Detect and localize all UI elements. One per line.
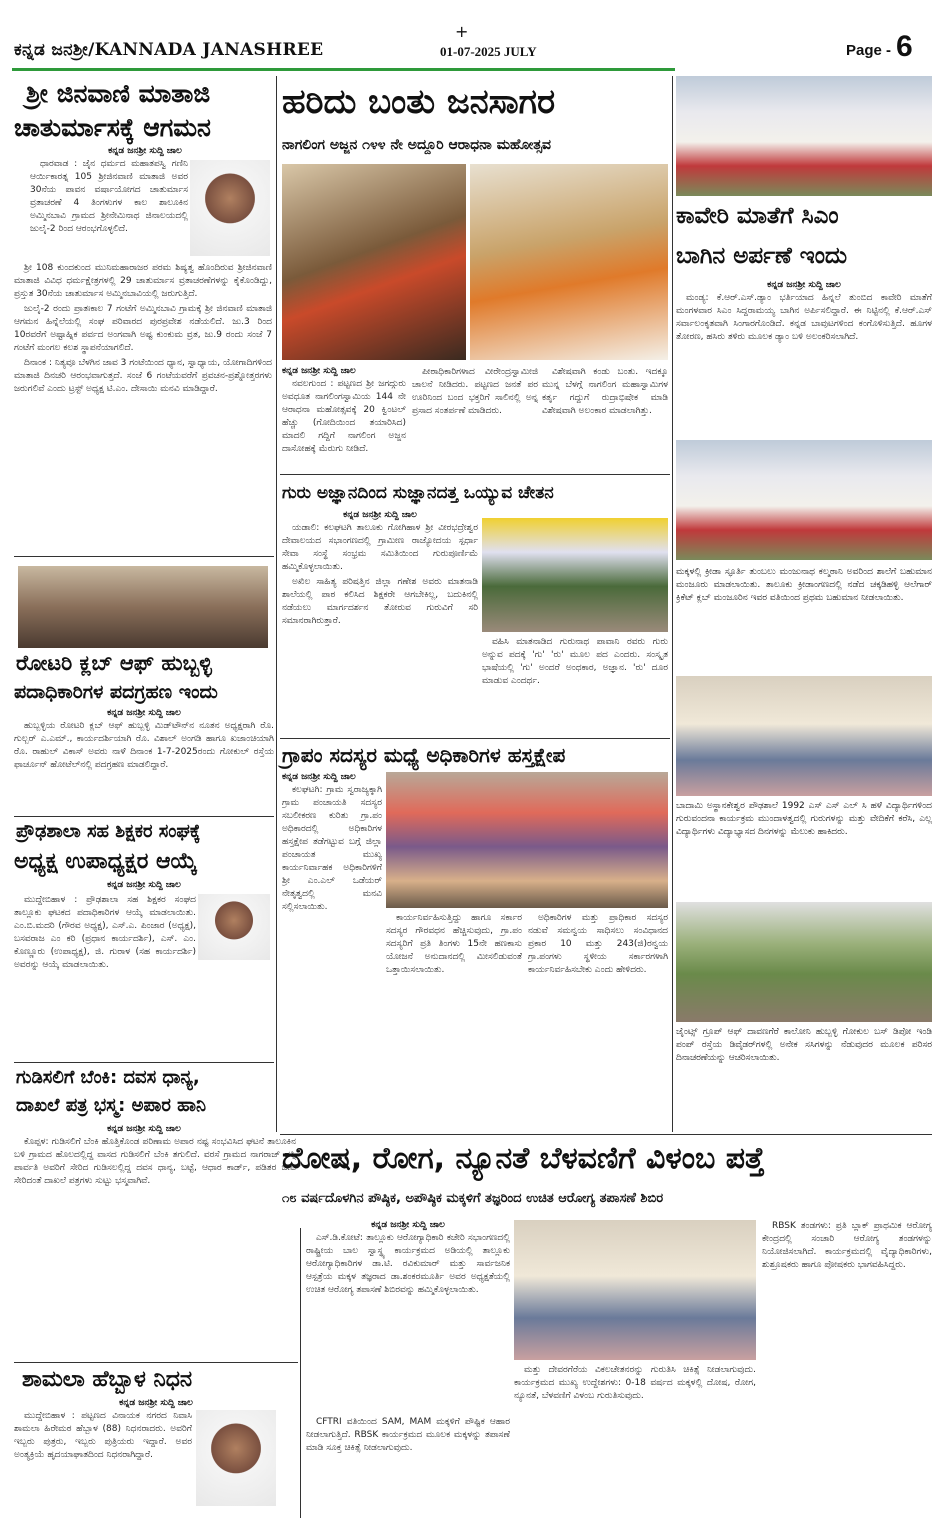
dosha-body-2: CFTRI ವತಿಯಿಂದ SAM, MAM ಮಕ್ಕಳಿಗೆ ಪೌಷ್ಟಿಕ ಆಹಾರ ನೀಡಲಾಗುತ್ತಿದೆ. RBSK ಕಾರ್ಯಕ್ರಮದ ಮೂಲಕ ಮಕ್ಕಳನ್ನು ತಪಾಸಣೆ ಮಾಡಿ ಸೂಕ್ತ ಚಿಕಿತ್ಸೆ ನೀಡಲಾಗುವುದು. xyxy=(306,1417,510,1454)
dosha-body-4: RBSK ತಂಡಗಳು: ಪ್ರತಿ ಬ್ಲಾಕ್ ಪ್ರಾಥಮಿಕ ಆರೋಗ್ಯ ಕೇಂದ್ರದಲ್ಲಿ ಸಂಚಾರಿ ಆರೋಗ್ಯ ತಂಡಗಳನ್ನು ನಿಯೋಜಿಸಲಾಗಿದೆ. ಕಾರ್ಯಕ್ರಮದಲ್ಲಿ ವೈದ್ಯಾಧಿಕಾರಿಗಳು, ಶುಶ್ರೂಷಕರು ಹಾಗೂ ಪೋಷಕರು ಭಾಗವಹಿಸಿದ್ದರು. xyxy=(762,1221,932,1271)
fire-byline: ಕನ್ನಡ ಜನಶ್ರೀ ಸುದ್ದಿ ಜಾಲ xyxy=(107,1124,181,1134)
cauvery-caption: ಮಕ್ಕಳಲ್ಲಿ ಕ್ರೀಡಾ ಸ್ಫೂರ್ತಿ ತುಂಬಲು ಮಂಜುನಾಥ ಕಲ್ಮಠಾನಿ ಅವರಿಂದ ಶಾಲೆಗೆ ಬಹುಮಾನ ಮಂಜೂರು ಮಾಡಲಾಯಿತು. ತಾಲೂಕು ಕ್ರೀಡಾಂಗಣದಲ್ಲಿ ನಡೆದ ಚಕ್ಕಡಿಹಳ್ಳಿ ಆಲೆಗಾರ್ ಕ್ರಿಕೆಟ್ ಕ್ಲಬ್ ಮಂಜೂರಿನ ಇವರ ವತಿಯಿಂದ ಪ್ರಥಮ ಬಹುಮಾನ ನೀಡಲಾಯಿತು. xyxy=(676,567,932,604)
harinder-body-1: ನವಲಗುಂದ : ಪಟ್ಟಣದ ಶ್ರೀ ಜಗದ್ಗುರು ಅವಧೂತ ನಾಗಲಿಂಗಸ್ವಾಮಿಯ 144 ನೇ ಆರಾಧನಾ ಮಹೋತ್ಸವಕ್ಕೆ 20 ಕ್ವಿಂಟಲ್ ಹೆಚ್ಚು (ಗೋದಿಯಿಂದ ತಯಾರಿಸಿದ) ಮಾದಲಿ ಗದ್ದಿಗೆ ನಾಗಲಿಂಗ ಅಜ್ಜನ ದಾಸೋಹಕ್ಕೆ ಮೆರುಗು ನೀಡಿದೆ. xyxy=(282,379,406,455)
column-divider xyxy=(672,76,673,1132)
page-number: 6 xyxy=(896,30,913,63)
cauvery-headline-1: ಕಾವೇರಿ ಮಾತೆಗೆ ಸಿಎಂ xyxy=(676,203,839,229)
shishu-photo-1 xyxy=(676,676,932,796)
cauvery-photo-bottom xyxy=(676,440,932,560)
shamala-body: ಮುದ್ದೇಬಿಹಾಳ : ಪಟ್ಟಣದ ವಿನಾಯಕ ನಗರದ ನಿವಾಸಿ ಶಾಮಲಾ ಹಿರೇಮಠ ಹೆಬ್ಬಾಳ (88) ನಿಧನರಾದರು. ಅವರಿಗೆ ಇಬ್ಬರು ಪುತ್ರರು, ಇಬ್ಬರು ಪುತ್ರಿಯರು ಇದ್ದಾರೆ. ಅವರ ಅಂತ್ಯಕ್ರಿಯೆ ಹೃದಯಾಘಾತದಿಂದ ನಿಧನರಾಗಿದ್ದಾರೆ. xyxy=(14,1411,192,1461)
harinder-body-2: ಪೀಠಾಧಿಕಾರಿಗಳಾದ ವೀರೇಂದ್ರಸ್ವಾಮೀಜಿ ಚಾಲನೆ ನೀಡಿದರು. ಪಟ್ಟಣದ ಜನತೆ ಪರ ಊರಿನಿಂದ ಬಂದ ಭಕ್ತರಿಗೆ ಸಾಲಿನಲ್ಲಿ ಅನ್ನ ಪ್ರಸಾದ ಸಂತರ್ಪಣೆ ಮಾಡಿದರು. xyxy=(412,367,538,417)
grama-photo xyxy=(386,772,668,908)
guru-caption: ವಹಿಸಿ ಮಾತನಾಡಿದ ಗುರುನಾಥ ಪಾವಾನಿ ರವರು ಗುರು ಅನ್ನುವ ಪದಕ್ಕೆ 'ಗು' 'ರು' ಮೂಲ ಪದ ಎಂದರು. ಸಂಸ್ಕೃತ ಭಾಷೆಯಲ್ಲಿ 'ಗು' ಅಂದರೆ ಅಂಧಕಾರ, ಅಜ್ಞಾನ. 'ರು' ದೂರ ಮಾಡುವ ಎಂದರ್ಥ. xyxy=(482,637,668,687)
cauvery-headline-2: ಬಾಗಿನ ಅರ್ಪಣೆ ಇಂದು xyxy=(676,243,848,269)
shishu-caption-1: ಬಾದಾಮಿ ಅಸ್ಥಾನಕೇಶ್ವರ ಪೌಢಶಾಲೆ 1992 ಎಸ್ ಎಸ್ ಎಲ್ ಸಿ ಹಳೆ ವಿದ್ಯಾರ್ಥಿಗಳಿಂದ ಗುರುವಂದನಾ ಕಾರ್ಯಕ್ರಮ ಮುಂದಾಳತ್ವದಲ್ಲಿ ಗುರುಗಳನ್ನು ಮತ್ತು ವೇದಿಕೆಗೆ ಕರೆಸಿ, ಎಲ್ಲ ವಿದ್ಯಾರ್ಥಿಗಳು ವಿದ್ಯಾಭ್ಯಾಸದ ದಿನಗಳನ್ನು ಮೆಲುಕು ಹಾಕಿದರು. xyxy=(676,801,932,838)
dosha-photo xyxy=(514,1220,756,1360)
shishu-caption-2: ಜೈಂಟ್ಸ್ ಗ್ರೂಪ್ ಆಫ್ ದಾವಣಗೆರೆ ಕಾಲೋನಿ ಹುಬ್ಬಳ್ಳಿ ಗೋಕುಲ ಬಸ್ ಡಿಪೋ ಇಂಡಿ ಪಂಪ್ ರಸ್ತೆಯ ಡಿವೈಡರ್‌ಗಳಲ್ಲಿ ಅನೇಕ ಸಸಿಗಳನ್ನು ನೆಡುವುದರ ಮೂಲಕ ಪರಿಸರ ದಿನಾಚರಣೆಯನ್ನು ಆಚರಿಸಲಾಯಿತು. xyxy=(676,1027,932,1064)
school-headline-2: ಅಧ್ಯಕ್ಷ ಉಪಾಧ್ಯಕ್ಷರ ಆಯ್ಕೆ xyxy=(14,849,198,874)
page-label: Page - xyxy=(846,42,892,59)
fire-body: ಕೊಪ್ಪಳ: ಗುಡಿಸಲಿಗೆ ಬೆಂಕಿ ಹೊತ್ತಿಕೊಂಡ ಪರಿಣಾಮ ಅಪಾರ ನಷ್ಟ ಸಂಭವಿಸಿದ ಘಟನೆ ತಾಲೂಕಿನ ಬಳಿ ಗ್ರಾಮದ ಹೊಲದಲ್ಲಿದ್ದ ವಾಸದ ಗುಡಿಸಲಿಗೆ ಬೆಂಕಿ ತಗುಲಿದೆ. ವರಸೆ ಗ್ರಾಮದ ನಾಗರಾಜ್ ಪತ್ನಿ ಪಾರ್ವತಿ ಅವರಿಗೆ ಸೇರಿದ ಗುಡಿಸಲಲ್ಲಿದ್ದ ದವಸ ಧಾನ್ಯ, ಬಟ್ಟೆ, ಆಧಾರ ಕಾರ್ಡ್, ಪಡಿತರ ಚೀಟಿ ಸೇರಿದಂತೆ ದಾಖಲೆ ಪತ್ರಗಳು ಸುಟ್ಟು ಭಸ್ಮವಾಗಿವೆ. xyxy=(14,1137,296,1187)
guru-body: ಯಡಾಲಿ: ಕಲಘಟಗಿ ತಾಲೂಕು ಗೋಗಿಹಾಳ ಶ್ರೀ ವೀರಭದ್ರೇಶ್ವರ ದೇವಾಲಯದ ಸಭಾಂಗಣದಲ್ಲಿ ಗ್ರಾಮೀಣ ರಾಜ್ಯೋದಯ ಸ್ಪರ್ಧಾ ಸೇವಾ ಸಂಸ್ಥೆ ಸಂಭ್ರಮ ಸಮಿತಿಯಿಂದ ಗುರುಪೂರ್ಣಿಮೆ ಹಮ್ಮಿಕೊಳ್ಳಲಾಯಿತು. ಅಖಿಲ ಸಾಹಿತ್ಯ ಪರಿಷತ್ತಿನ ಜಿಲ್ಲಾ ಗಣೇಶ ಅವರು ಮಾತನಾಡಿ ಶಾಲೆಯಲ್ಲಿ ಪಾಠ ಕಲಿಸಿದ ಶಿಕ್ಷಕರೇ ಆಗಬೇಕಿಲ್ಲ, ಬದುಕಿನಲ್ಲಿ ನಡೆಯಲು ಮಾರ್ಗದರ್ಶನ ತೋರುವ ಗುರುವಿಗೆ ಸರಿ ಸಮಾನರಾಗಿರುತ್ತಾರೆ. xyxy=(282,523,478,627)
jinavani-body-rest: ಶ್ರೀ 108 ಕುಂದಕುಂದ ಮುನಿಮಹಾರಾಜರ ಪರಮ ಶಿಷ್ಯತ್ವ ಹೊಂದಿರುವ ಶ್ರೀಜಿನವಾಣಿ ಮಾತಾಜಿ ವಿವಿಧ ಧರ್ಮಕ್ಷೇತ್ರಗಳಲ್ಲಿ 29 ಚಾತುರ್ಮಾಸ ವ್ರತಾಚರಣೆಗಳನ್ನು ಕೈಕೊಂಡಿದ್ದು, ಪ್ರಸ್ತುತ 30ನೆಯ ಚಾತುರ್ಮಾಸ ಅಮ್ಮಿನಬಾವಿಯಲ್ಲಿ ಜರುಗುತ್ತಿದೆ. ಜುಲೈ-2 ರಂದು ಪ್ರಾತಃಕಾಲ 7 ಗಂಟೆಗೆ ಅಮ್ಮಿನಬಾವಿ ಗ್ರಾಮಕ್ಕೆ ಶ್ರೀ ಜಿನವಾಣಿ ಮಾತಾಜಿ ಆಗಮನ ಹಿನ್ನೆಲೆಯಲ್ಲಿ ಸಂಘ ಪರಿವಾರದ ಪುರಪ್ರವೇಶ ನಡೆಯಲಿದೆ. ಜು.3 ರಿಂದ 10ರವರೆಗೆ ಅಷ್ಟಾಹ್ನಿಕ ಪರ್ವದ ಅಂಗವಾಗಿ ಅಷ್ಟ ಕುಂಕುಮ ವ್ರತ, ಜು.9 ರಂದು ಸಂಜೆ 7 ಗಂಟೆಗೆ ಮಂಗಲ ಕಲಶ ಸ್ಥಾಪನೆಯಾಗಲಿದೆ. ದಿನಾಂಕ : ನಿತ್ಯವೂ ಬೆಳಗಿನ ಜಾವ 3 ಗಂಟೆಯಿಂದ ಧ್ಯಾನ, ಸ್ವಾಧ್ಯಾಯ, ಯೋಗಾದಿಗಳಿಂದ ಮಾತಾಜಿ ದಿನಚರಿ ಆರಂಭವಾಗುತ್ತದೆ. ಸಂಜೆ 6 ಗಂಟೆಯವರೆಗೆ ಪ್ರವಚನ-ಪ್ರಶ್ನೋತ್ತರಗಳು ಜರುಗಲಿವೆ ಎಂದು ಟ್ರಸ್ಟ್ ಅಧ್ಯಕ್ಷ ಟಿ.ಎಂ. ದೇಸಾಯಿ ಮನವಿ ಮಾಡಿದ್ದಾರೆ. xyxy=(14,263,272,395)
grama-body-2: ಕಾರ್ಯನಿರ್ವಹಿಸುತ್ತಿದ್ದು ಹಾಗೂ ಸರ್ಕಾರ ಸದಸ್ಯರ ಗೌರವಧನ ಹೆಚ್ಚಿಸುವುದು, ಗ್ರಾ.ಪಂ ಸದಸ್ಯರಿಗೆ ಪ್ರತಿ ತಿಂಗಳು 15ನೇ ಹಣಕಾಸು ಯೋಜನೆ ಅನುದಾನದಲ್ಲಿ ಮೀಸಲಿಡುವಂತೆ ಒತ್ತಾಯಿಸಲಾಯಿತು. xyxy=(386,913,522,976)
separator xyxy=(14,816,274,817)
rotary-headline-2: ಪದಾಧಿಕಾರಿಗಳ ಪದಗ್ರಹಣ ಇಂದು xyxy=(14,681,218,703)
column-divider xyxy=(276,76,277,1132)
separator xyxy=(14,1062,274,1063)
jinavani-headline-2: ಚಾತುರ್ಮಾಸಕ್ಕೆ ಆಗಮನ xyxy=(14,113,211,142)
harinder-photo-left xyxy=(282,164,466,360)
cauvery-photo-top xyxy=(676,76,932,196)
rotary-photo xyxy=(18,566,268,648)
grama-byline: ಕನ್ನಡ ಜನಶ್ರೀ ಸುದ್ದಿ ಜಾಲ xyxy=(282,772,356,782)
dosha-headline: ದೋಷ, ರೋಗ, ನ್ಯೂನತೆ ಬೆಳವಣಿಗೆ ವಿಳಂಬ ಪತ್ತೆ xyxy=(282,1141,765,1176)
fire-headline-2: ದಾಖಲೆ ಪತ್ರ ಭಸ್ಮ: ಅಪಾರ ಹಾನಿ xyxy=(16,1095,206,1116)
center-mark: + xyxy=(455,22,469,41)
school-body: ಮುದ್ದೇಬಿಹಾಳ : ಪ್ರೌಢಶಾಲಾ ಸಹ ಶಿಕ್ಷಕರ ಸಂಘದ ತಾಲ್ಲೂಕು ಘಟಕದ ಪದಾಧಿಕಾರಿಗಳ ಆಯ್ಕೆ ಮಾಡಲಾಯಿತು. ಎಂ.ಬಿ.ಮದರಿ (ಗೌರವ ಅಧ್ಯಕ್ಷ), ಎಸ್.ಎ. ಪಿಂಜಾರ (ಅಧ್ಯಕ್ಷ), ಬಸವರಾಜ ಎಂ ಕರಿ (ಪ್ರಧಾನ ಕಾರ್ಯದರ್ಶಿ), ಎಸ್. ಎಂ. ಕೊಣ್ಣೂರು (ಉಪಾಧ್ಯಕ್ಷ), ಜಿ. ಗುರಾಳ (ಸಹ ಕಾರ್ಯದರ್ಶಿ) ಅವರನ್ನು ಆಯ್ಕೆ ಮಾಡಲಾಯಿತು. xyxy=(14,895,196,971)
jinavani-photo xyxy=(190,160,270,256)
school-headline-1: ಪ್ರೌಢಶಾಲಾ ಸಹ ಶಿಕ್ಷಕರ ಸಂಘಕ್ಕೆ xyxy=(16,821,201,842)
cauvery-byline: ಕನ್ನಡ ಜನಶ್ರೀ ಸುದ್ದಿ ಜಾಲ xyxy=(767,280,841,290)
rotary-byline: ಕನ್ನಡ ಜನಶ್ರೀ ಸುದ್ದಿ ಜಾಲ xyxy=(107,708,181,718)
guru-headline: ಗುರು ಅಜ್ಞಾನದಿಂದ ಸುಜ್ಞಾನದತ್ತ ಒಯ್ಯುವ ಚೇತನ xyxy=(282,483,554,503)
separator xyxy=(280,738,670,739)
cauvery-body: ಮಂಡ್ಯ: ಕೆ.ಆರ್.ಎಸ್.ಡ್ಯಾಂ ಭರ್ತಿಯಾದ ಹಿನ್ನಲೆ ತುಂಬಿದ ಕಾವೇರಿ ಮಾತೆಗೆ ಮಂಗಳವಾರ ಸಿಎಂ ಸಿದ್ದರಾಮಯ್ಯ ಬಾಗಿನ ಅರ್ಪಿಸಲಿದ್ದಾರೆ. ಈ ನಿಟ್ಟಿನಲ್ಲಿ ಕೆ.ಆರ್.ಎಸ್ ಸರ್ವಾಲಂಕೃತವಾಗಿ ಸಿಂಗಾರಗೊಂಡಿದೆ. ಕನ್ನಡ ಬಾವುಟಗಳಿಂದ ಕಂಗೊಳಿಸುತ್ತಿದೆ. ಹೂಗಳ ತೋರಣ, ಹಸಿರು ತಳಿರು ಮೂಲಕ ಡ್ಯಾಂ ಬಳಿ ಅಲಂಕರಿಸಲಾಗಿದೆ. xyxy=(676,293,932,343)
guru-photo xyxy=(482,518,668,632)
shishu-photo-2 xyxy=(676,902,932,1022)
jinavani-byline: ಕನ್ನಡ ಜನಶ್ರೀ ಸುದ್ದಿ ಜಾಲ xyxy=(108,146,182,156)
harinder-subheadline: ನಾಗಲಿಂಗ ಅಜ್ಜನ ೧೪೪ ನೇ ಅದ್ದೂರಿ ಆರಾಧನಾ ಮಹೋತ್ಸವ xyxy=(282,137,552,153)
dosha-body-1: ಎಸ್.ಡಿ.ಕೋಟೆ: ತಾಲ್ಲೂಕು ಆರೋಗ್ಯಾಧಿಕಾರಿ ಕಚೇರಿ ಸಭಾಂಗಣದಲ್ಲಿ ರಾಷ್ಟ್ರೀಯ ಬಾಲ ಸ್ವಾಸ್ಥ್ಯ ಕಾರ್ಯಕ್ರಮದ ಅಡಿಯಲ್ಲಿ ತಾಲ್ಲೂಕು ಆರೋಗ್ಯಾಧಿಕಾರಿಗಳ ಡಾ.ಟಿ. ರವಿಕುಮಾರ್ ಮತ್ತು ಸಾರ್ವಜನಿಕ ಆಸ್ಪತ್ರೆಯ ಮಕ್ಕಳ ತಜ್ಞರಾದ ಡಾ.ಶಂಕರಮೂರ್ತಿ ಅವರ ಅಧ್ಯಕ್ಷತೆಯಲ್ಲಿ ಉಚಿತ ಆರೋಗ್ಯ ತಪಾಸಣೆ ಶಿಬಿರವನ್ನು ಹಮ್ಮಿಕೊಳ್ಳಲಾಯಿತು. xyxy=(306,1233,510,1296)
school-photo xyxy=(198,894,270,960)
rotary-headline-1: ರೋಟರಿ ಕ್ಲಬ್ ಆಫ್ ಹುಬ್ಬಳ್ಳಿ xyxy=(16,651,212,675)
grama-headline: ಗ್ರಾಪಂ ಸದಸ್ಯರ ಮಧ್ಯೆ ಅಧಿಕಾರಿಗಳ ಹಸ್ತಕ್ಷೇಪ xyxy=(282,743,566,767)
grama-body-1: ಕಲಘಟಗಿ: ಗ್ರಾಮ ಸ್ವರಾಜ್ಯಕ್ಕಾಗಿ ಗ್ರಾಮ ಪಂಚಾಯತಿ ಸದಸ್ಯರ ಸಬಲೀಕರಣ ಕುರಿತು ಗ್ರಾ.ಪಂ ಅಧಿಕಾರದಲ್ಲಿ ಅಧಿಕಾರಿಗಳ ಹಸ್ತಕ್ಷೇಪ ತಡೆಗಟ್ಟುವ ಬಗ್ಗೆ ಜಿಲ್ಲಾ ಪಂಚಾಯತ ಮುಖ್ಯ ಕಾರ್ಯನಿರ್ವಾಹಕ ಅಧಿಕಾರಿಗಳಿಗೆ ಶ್ರೀ ಎಂ.ಎಲ್ ಒಡೆಯರ್ ನೇತೃತ್ವದಲ್ಲಿ ಮನವಿ ಸಲ್ಲಿಸಲಾಯಿತು. xyxy=(282,785,382,913)
masthead-title: ಕನ್ನಡ ಜನಶ್ರೀ/KANNADA JANASHREE xyxy=(14,40,324,60)
fire-headline-1: ಗುಡಿಸಲಿಗೆ ಬೆಂಕಿ: ದವಸ ಧಾನ್ಯ, xyxy=(16,1067,200,1088)
separator xyxy=(14,1362,298,1363)
dosha-subheadline: ೧೮ ವರ್ಷದೊಳಗಿನ ಪೌಷ್ಠಿಕ, ಅಪೌಷ್ಠಿಕ ಮಕ್ಕಳಿಗೆ ತಜ್ಞರಿಂದ ಉಚಿತ ಆರೋಗ್ಯ ತಪಾಸಣೆ ಶಿಬಿರ xyxy=(282,1191,664,1206)
harinder-headline: ಹರಿದು ಬಂತು ಜನಸಾಗರ xyxy=(282,82,556,122)
dosha-body-3: ಮತ್ತು ದೇವರಗೆರೆಯ ವಿಕಲಚೇತನರನ್ನು ಗುರುತಿಸಿ ಚಿಕಿತ್ಸೆ ನೀಡಲಾಗುವುದು. ಕಾರ್ಯಕ್ರಮದ ಮುಖ್ಯ ಉದ್ದೇಶಗಳು: 0-18 ವರ್ಷದ ಮಕ್ಕಳಲ್ಲಿ ದೋಷ, ರೋಗ, ನ್ಯೂನತೆ, ಬೆಳವಣಿಗೆ ವಿಳಂಬ ಗುರುತಿಸುವುದು. xyxy=(514,1365,756,1402)
dosha-byline: ಕನ್ನಡ ಜನಶ್ರೀ ಸುದ್ದಿ ಜಾಲ xyxy=(371,1220,445,1230)
shamala-headline: ಶಾಮಲಾ ಹೆಬ್ಬಾಳ ನಿಧನ xyxy=(22,1367,193,1392)
guru-byline: ಕನ್ನಡ ಜನಶ್ರೀ ಸುದ್ದಿ ಜಾಲ xyxy=(343,510,417,520)
jinavani-body-1: ಧಾರವಾಡ : ಜೈನ ಧರ್ಮದ ಮಹಾತಪಸ್ವಿ ಗಣಿನಿ ಆರ್ಯಿಕಾರತ್ನ 105 ಶ್ರೀಜಿನವಾಣಿ ಮಾತಾಜಿ ಅವರ 30ನೆಯ ಪಾವನ ವರ್ಷಾಯೋಗದ ಚಾತುರ್ಮಾಸ ವ್ರತಾಚರಣೆ 4 ತಿಂಗಳುಗಳ ಕಾಲ ಶಾಲೂಕಿನ ಅಮ್ಮಿನಬಾವಿ ಗ್ರಾಮದ ಶ್ರೀನೇಮಿನಾಥ ಜಿನಾಲಯದಲ್ಲಿ ಜುಲೈ-2 ರಿಂದ ಆರಂಭಗೊಳ್ಳಲಿದೆ. xyxy=(30,159,188,235)
harinder-body-3: ವಿಶೇಷವಾಗಿ ಕಂಡು ಬಂತು. ಇದಕ್ಕೂ ಮುನ್ನ ಬೆಳಗ್ಗೆ ನಾಗಲಿಂಗ ಮಹಾಸ್ವಾಮಿಗಳ ಕರ್ತೃ ಗದ್ದುಗೆ ರುದ್ರಾಭಿಷೇಕ ಮಾಡಿ ವಿಶೇಷವಾಗಿ ಅಲಂಕಾರ ಮಾಡಲಾಗಿತ್ತು. xyxy=(542,367,668,417)
separator xyxy=(14,556,274,557)
separator xyxy=(280,474,670,475)
jinavani-headline-1: ಶ್ರೀ ಜಿನವಾಣಿ ಮಾತಾಜಿ xyxy=(26,79,211,108)
shamala-photo xyxy=(196,1410,276,1506)
separator xyxy=(280,1134,932,1135)
masthead-date: 01-07-2025 JULY xyxy=(440,44,537,59)
school-byline: ಕನ್ನಡ ಜನಶ್ರೀ ಸುದ್ದಿ ಜಾಲ xyxy=(107,880,181,890)
rotary-body: ಹುಬ್ಬಳ್ಳಿಯ ರೋಟರಿ ಕ್ಲಬ್ ಆಫ್ ಹುಬ್ಬಳ್ಳಿ ಮಿಡ್‌ಟೌನ್‌ನ ನೂತನ ಅಧ್ಯಕ್ಷರಾಗಿ ರೊ. ಗುಲ್ಬರ್ ಎ.ಎಮ್., ಕಾರ್ಯದರ್ಶಿಯಾಗಿ ರೊ. ವಿಶಾಲ್ ಅಂಗಡಿ ಹಾಗೂ ಖಜಾಂಚಿಯಾಗಿ ರೊ. ರಾಹುಲ್ ವಿಕಾಸ್ ಅವರು ನಾಳೆ ದಿನಾಂಕ 1-7-2025ರಂದು ಗೋಕುಲ್ ರಸ್ತೆಯ ಫಾರ್ಚೂನ್ ಹೋಟೆಲ್‌ನಲ್ಲಿ ಪದಗ್ರಹಣ ಮಾಡಲಿದ್ದಾರೆ. xyxy=(14,721,274,771)
shamala-byline: ಕನ್ನಡ ಜನಶ್ರೀ ಸುದ್ದಿ ಜಾಲ xyxy=(119,1398,193,1408)
masthead-rule xyxy=(12,68,675,71)
grama-body-3: ಅಧಿಕಾರಿಗಳ ಮತ್ತು ಪ್ರಾಧಿಕಾರ ಸದಸ್ಯರ ನಡುವೆ ಸಮನ್ವಯ ಸಾಧಿಸಲು ಸಂವಿಧಾನದ ಪ್ರಕಾರ 10 ಮತ್ತು 243(ಜಿ)ರನ್ವಯ ಗ್ರಾ.ಪಂಗಳು ಸ್ಥಳೀಯ ಸರ್ಕಾರಗಳಾಗಿ ಕಾರ್ಯನಿರ್ವಹಿಸಬೇಕು ಎಂದು ಹೇಳಿದರು. xyxy=(528,913,668,976)
harinder-byline: ಕನ್ನಡ ಜನಶ್ರೀ ಸುದ್ದಿ ಜಾಲ xyxy=(282,366,356,376)
column-divider xyxy=(300,1228,301,1518)
harinder-photo-right xyxy=(470,164,668,360)
